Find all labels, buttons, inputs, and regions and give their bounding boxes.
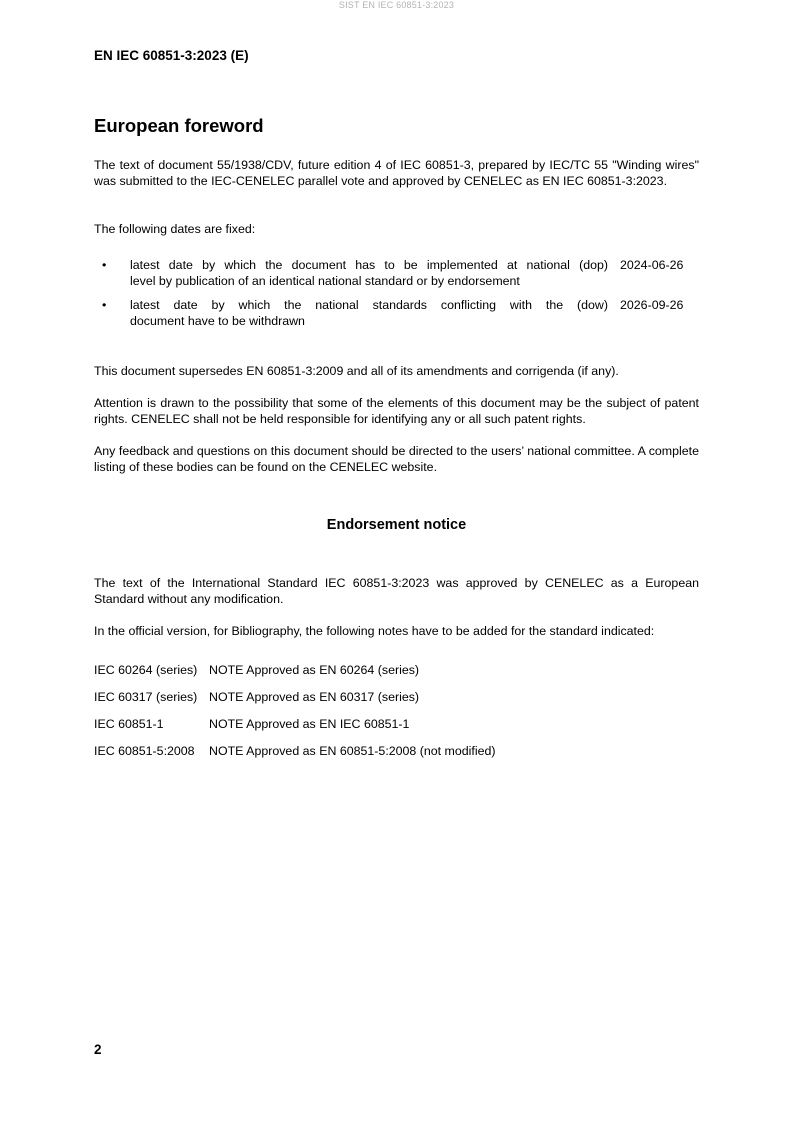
date-item-value: 2026-09-26 [620,298,684,312]
bibliography-note: NOTE Approved as EN 60851-5:2008 (not modified) [209,744,496,758]
bibliography-ref: IEC 60851-5:2008 [94,744,195,758]
date-item-line2: document have to be withdrawn [130,313,305,328]
dates-list [94,258,704,338]
foreword-intro-paragraph: The text of document 55/1938/CDV, future edition 4 of IEC 60851-3, prepared by IEC/TC 55 "Winding wires" was submitted to the IEC-CENELEC parallel vote and approved by CENELEC as EN IEC 60851-3:2023. [94,158,699,188]
supersedes-paragraph: This document supersedes EN 60851-3:2009 and all of its amendments and corrigenda (if any). [94,364,619,378]
bibliography-ref: IEC 60317 (series) [94,690,198,704]
bibliography-note-row [94,690,419,706]
bibliography-note-row [94,663,419,679]
bibliography-note-row [94,717,409,733]
date-item-value: 2024-06-26 [620,258,684,272]
date-item-dow [94,298,704,338]
document-header: EN IEC 60851-3:2023 (E) [94,48,249,63]
feedback-paragraph: Any feedback and questions on this document should be directed to the users’ national committee. A complete listing of these bodies can be found on the CENELEC website. [94,444,699,474]
page-number: 2 [94,1042,102,1057]
bullet-marker: • [102,258,107,272]
bibliography-intro-paragraph: In the official version, for Bibliography, the following notes have to be added for the standard indicated: [94,624,655,638]
bibliography-ref: IEC 60851-1 [94,717,164,731]
dates-intro-paragraph: The following dates are fixed: [94,222,256,236]
bibliography-note: NOTE Approved as EN IEC 60851-1 [209,717,410,731]
bibliography-note: NOTE Approved as EN 60317 (series) [209,690,420,704]
endorsement-paragraph: The text of the International Standard IEC 60851-3:2023 was approved by CENELEC as a European Standard without any modification. [94,576,699,606]
endorsement-heading: Endorsement notice [326,517,467,533]
bibliography-note: NOTE Approved as EN 60264 (series) [209,663,420,677]
date-item-line2: level by publication of an identical national standard or by endorsement [130,273,520,288]
bibliography-note-row [94,744,496,760]
date-item-dop [94,258,704,298]
date-item-description [130,258,608,289]
patent-paragraph: Attention is drawn to the possibility that some of the elements of this document may be the subject of patent rights. CENELEC shall not be held responsible for identifying any or all such patent rights. [94,396,699,426]
date-item-line1: latest date by which the document has to be implemented at national (dop) [130,258,608,272]
watermark-text: SIST EN IEC 60851-3:2023 [338,0,455,10]
date-item-line1: latest date by which the national standards conflicting with the (dow) [130,298,608,312]
bibliography-ref: IEC 60264 (series) [94,663,198,677]
foreword-heading: European foreword [94,115,264,136]
date-item-description [130,298,608,329]
bullet-marker: • [102,298,107,312]
